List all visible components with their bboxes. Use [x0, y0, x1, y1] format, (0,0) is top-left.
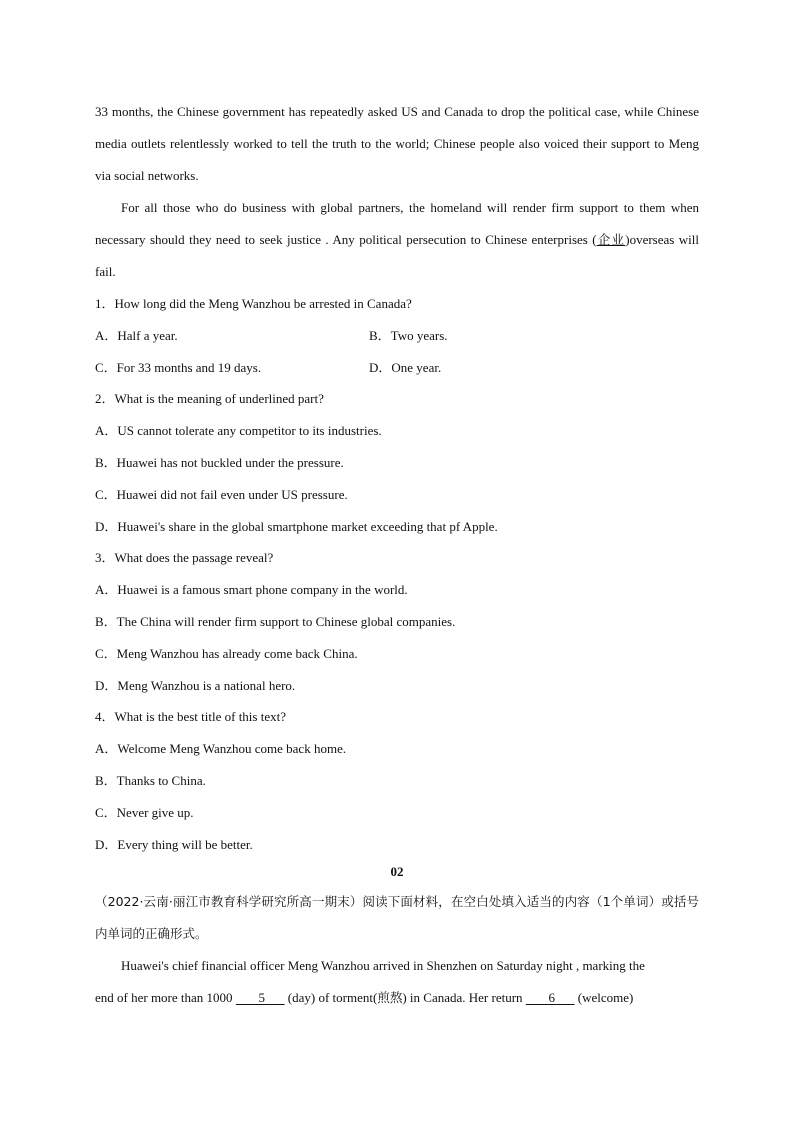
line-2-text-a: end of her more than 1000 — [95, 990, 236, 1006]
section-number: 02 — [390, 864, 404, 880]
question-4-stem: 4．What is the best title of this text? — [95, 709, 286, 725]
question-4-option-b[interactable]: B．Thanks to China. — [95, 772, 206, 788]
question-3-stem: 3．What does the passage reveal? — [95, 550, 274, 566]
line-2-text-d: (welcome) — [574, 990, 634, 1006]
blank-5-number: 5 — [258, 990, 266, 1006]
question-4-option-c[interactable]: C．Never give up. — [95, 804, 194, 820]
question-1-options-row-2 — [95, 352, 699, 384]
question-2-option-c[interactable]: C．Huawei did not fail even under US pressure. — [95, 486, 348, 502]
question-2-option-d[interactable]: D．Huawei's share in the global smartphone market exceeding that pf Apple. — [95, 518, 498, 534]
line-2-text-b: (day) of torment( — [284, 990, 378, 1006]
question-1-option-c[interactable]: C．For 33 months and 19 days. — [95, 359, 262, 375]
question-3-option-a[interactable]: A．Huawei is a famous smart phone company in the world. — [95, 582, 408, 598]
question-1-option-a[interactable]: A．Half a year. — [95, 327, 178, 343]
underlined-word: 企业 — [596, 232, 626, 247]
question-2-option-b[interactable]: B．Huawei has not buckled under the pressure. — [95, 454, 344, 470]
question-4-option-a[interactable]: A．Welcome Meng Wanzhou come back home. — [95, 741, 347, 757]
question-2-stem: 2．What is the meaning of underlined part? — [95, 391, 324, 407]
section-passage-line-2 — [95, 982, 699, 1014]
passage-paragraph-2-text-a: For all those who do business with global partners, the homeland will render firm support to them when necessary should they need to seek justice . Any political persecution to Chinese enterprises ( — [95, 200, 699, 247]
passage-paragraph-2-text-b: )overseas will fail. — [95, 232, 699, 279]
question-1-option-b[interactable]: B．Two years. — [369, 327, 448, 343]
question-1-options-row-1 — [95, 320, 699, 352]
document-page — [95, 96, 699, 1014]
section-passage-line-1: Huawei's chief financial officer Meng Wanzhou arrived in Shenzhen on Saturday night , marking the — [121, 958, 645, 974]
question-3-option-c[interactable]: C．Meng Wanzhou has already come back China. — [95, 645, 358, 661]
question-3-option-b[interactable]: B．The China will render firm support to Chinese global companies. — [95, 613, 456, 629]
question-1-stem: 1．How long did the Meng Wanzhou be arrested in Canada? — [95, 296, 412, 311]
passage-paragraph-2 — [95, 192, 699, 288]
line-2-chinese: 煎熬 — [377, 990, 403, 1006]
blank-6-number: 6 — [548, 990, 556, 1006]
blank-5[interactable] — [236, 982, 285, 1014]
question-3-option-d[interactable]: D．Meng Wanzhou is a national hero. — [95, 677, 296, 693]
section-instruction: （2022·云南·丽江市教育科学研究所高一期末）阅读下面材料，在空白处填入适当的内容（1个单词）或括号内单词的正确形式。 — [95, 894, 699, 942]
question-4-option-d[interactable]: D．Every thing will be better. — [95, 836, 253, 852]
passage-paragraph-1: 33 months, the Chinese government has repeatedly asked US and Canada to drop the political case, while Chinese media outlets relentlessly worked to tell the truth to the world; Chinese people also voiced their support to Meng via social networks. — [95, 104, 699, 183]
question-2-option-a[interactable]: A．US cannot tolerate any competitor to its industries. — [95, 423, 382, 439]
question-1-option-d[interactable]: D．One year. — [369, 359, 442, 375]
line-2-text-c: ) in Canada. Her return — [402, 990, 526, 1006]
blank-6[interactable] — [526, 982, 575, 1014]
